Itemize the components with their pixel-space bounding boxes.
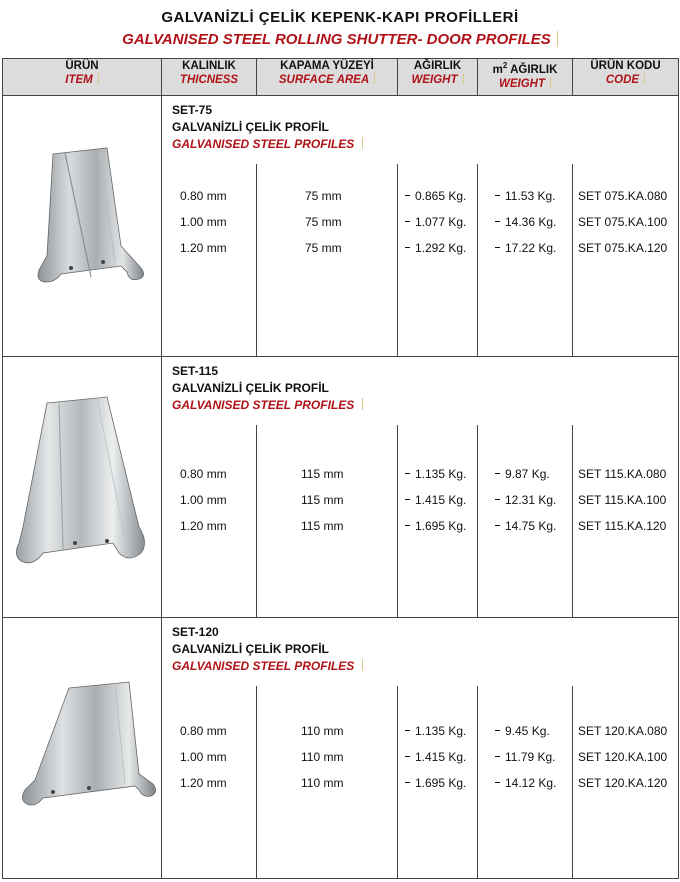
product-details-set-75 [162,96,679,357]
m2-weight-text: 11.79 Kg. [505,750,556,764]
header-item [3,59,162,96]
weight-text: 1.415 Kg. [415,493,467,507]
weight-value [405,461,466,487]
text-cursor-mark [362,659,363,671]
text-cursor-mark [374,73,375,84]
product-name-tr: GALVANİZLİ ÇELİK PROFİL [172,642,329,656]
dash-mark [495,525,500,526]
spec-row [162,770,678,796]
header-weight [398,59,478,96]
product-row-set-120 [3,618,679,879]
dash-mark [405,195,410,196]
surface-value: 75 mm [305,241,342,255]
weight-value [405,487,466,513]
header-code-en [573,73,678,87]
product-code-value: SET 120.KA.120 [578,776,668,790]
m2-weight-value [495,487,556,513]
weight-text: 1.077 Kg. [415,215,467,229]
m2-weight-text: 12.31 Kg. [505,493,557,507]
spec-row [162,209,678,235]
weight-text: 1.135 Kg. [415,724,467,738]
spec-row [162,744,678,770]
product-name-en-text: GALVANISED STEEL PROFILES [172,398,355,412]
set-120-profile-image [3,618,162,878]
m2-weight-text: 17.22 Kg. [505,241,557,255]
weight-value [405,770,466,796]
header-code-en-text: CODE [605,74,640,86]
surface-value: 75 mm [305,189,342,203]
thickness-value: 1.00 mm [180,493,227,507]
set-code-label: SET-75 [172,103,213,117]
m2-weight-value [495,744,555,770]
product-name-tr: GALVANİZLİ ÇELİK PROFİL [172,381,329,395]
header-m2-weight [478,59,573,96]
header-m2-en-text: WEIGHT [499,77,545,90]
spec-row [162,235,678,261]
table-header-row [3,59,679,96]
product-code-value: SET 115.KA.100 [578,493,667,507]
product-row-set-75 [3,96,679,357]
dash-mark [405,221,410,222]
header-surface-en [257,73,397,87]
document-title [0,0,680,58]
weight-value [405,718,466,744]
product-heading [172,363,363,414]
dash-mark [405,499,410,500]
surface-value: 110 mm [301,776,344,790]
surface-value: 115 mm [301,519,344,533]
surface-value: 110 mm [301,750,344,764]
product-heading [172,102,363,153]
header-m2-unit: m [492,63,503,76]
set-code-label: SET-115 [172,364,219,378]
product-name-tr: GALVANİZLİ ÇELİK PROFİL [172,120,329,134]
weight-value [405,744,466,770]
weight-text: 0.865 Kg. [415,189,467,203]
thickness-value: 0.80 mm [180,467,227,481]
spec-rows [162,183,678,261]
product-details-set-120 [162,618,679,879]
title-english-text: GALVANISED STEEL ROLLING SHUTTER- DOOR PROFILES [122,31,551,48]
product-image-cell [3,618,162,879]
product-code-value: SET 075.KA.120 [578,241,668,255]
surface-value: 75 mm [305,215,342,229]
dash-mark [495,473,500,474]
m2-weight-value [495,235,556,261]
text-cursor-mark [644,73,645,84]
spec-row [162,513,678,539]
m2-weight-text: 14.75 Kg. [505,519,557,533]
title-english [0,31,680,48]
header-m2-weight-en [478,77,572,91]
spec-row [162,487,678,513]
product-name-en [172,136,363,153]
m2-weight-text: 9.45 Kg. [505,724,550,738]
thickness-value: 1.20 mm [180,519,227,533]
surface-value: 115 mm [301,493,344,507]
thickness-value: 0.80 mm [180,189,227,203]
weight-text: 1.695 Kg. [415,519,467,533]
product-name-en [172,658,363,675]
m2-weight-value [495,183,555,209]
product-code-value: SET 115.KA.120 [578,519,667,533]
m2-weight-text: 14.36 Kg. [505,215,557,229]
dash-mark [405,473,410,474]
profiles-table [2,58,679,879]
m2-weight-text: 9.87 Kg. [505,467,550,481]
weight-value [405,513,466,539]
m2-weight-text: 11.53 Kg. [505,189,556,203]
product-name-en [172,397,363,414]
thickness-value: 1.00 mm [180,750,227,764]
m2-weight-value [495,770,556,796]
header-m2-sup: 2 [502,61,508,70]
set-115-profile-image [3,357,162,617]
dash-mark [405,247,410,248]
dash-mark [495,782,500,783]
dash-mark [495,195,500,196]
spec-rows [162,718,678,796]
thickness-value: 1.20 mm [180,776,227,790]
dash-mark [495,499,500,500]
header-thickness-tr: KALINLIK [182,60,236,72]
surface-value: 115 mm [301,467,344,481]
dash-mark [405,756,410,757]
thickness-value: 1.00 mm [180,215,227,229]
header-code-tr: ÜRÜN KODU [590,60,661,72]
spec-row [162,183,678,209]
header-thickness-en: THICNESS [179,74,239,86]
m2-weight-value [495,209,556,235]
dash-mark [405,730,410,731]
dash-mark [495,247,500,248]
text-cursor-mark [362,398,363,410]
header-surface-area [257,59,398,96]
header-code [573,59,679,96]
spec-rows [162,461,678,539]
spec-row [162,718,678,744]
product-image-cell [3,96,162,357]
weight-text: 1.415 Kg. [415,750,467,764]
set-75-profile-image [3,96,162,356]
product-image-cell [3,357,162,618]
weight-text: 1.292 Kg. [415,241,467,255]
header-thickness [162,59,257,96]
product-name-en-text: GALVANISED STEEL PROFILES [172,659,355,673]
product-code-value: SET 115.KA.080 [578,467,667,481]
header-item-en-text: ITEM [65,74,93,86]
weight-text: 1.135 Kg. [415,467,467,481]
text-cursor-mark [550,77,551,88]
thickness-value: 1.20 mm [180,241,227,255]
header-weight-en-text: WEIGHT [411,74,458,86]
surface-value: 110 mm [301,724,344,738]
product-row-set-115 [3,357,679,618]
text-cursor-mark [98,73,99,84]
header-surface-tr: KAPAMA YÜZEYİ [280,60,374,72]
text-cursor-mark [557,31,558,47]
header-m2-weight-tr [478,59,572,77]
header-weight-tr: AĞIRLIK [413,60,462,72]
set-code-label: SET-120 [172,625,219,639]
text-cursor-mark [463,73,464,84]
dash-mark [495,756,500,757]
product-code-value: SET 120.KA.100 [578,750,668,764]
m2-weight-value [495,513,556,539]
weight-text: 1.695 Kg. [415,776,467,790]
header-item-en [3,73,161,87]
spec-row [162,461,678,487]
m2-weight-text: 14.12 Kg. [505,776,557,790]
product-code-value: SET 075.KA.080 [578,189,668,203]
weight-value [405,183,466,209]
m2-weight-value [495,718,550,744]
dash-mark [405,525,410,526]
header-item-tr: ÜRÜN [65,60,99,72]
weight-value [405,209,466,235]
product-heading [172,624,363,675]
m2-weight-value [495,461,550,487]
dash-mark [495,730,500,731]
weight-value [405,235,466,261]
dash-mark [405,782,410,783]
header-surface-en-text: SURFACE AREA [278,74,370,86]
header-m2-word: AĞIRLIK [510,63,558,76]
thickness-value: 0.80 mm [180,724,227,738]
product-name-en-text: GALVANISED STEEL PROFILES [172,137,355,151]
product-code-value: SET 120.KA.080 [578,724,668,738]
product-code-value: SET 075.KA.100 [578,215,668,229]
title-turkish: GALVANİZLİ ÇELİK KEPENK-KAPI PROFİLLERİ [161,9,519,26]
product-details-set-115 [162,357,679,618]
dash-mark [495,221,500,222]
text-cursor-mark [362,137,363,149]
header-weight-en [398,73,477,87]
